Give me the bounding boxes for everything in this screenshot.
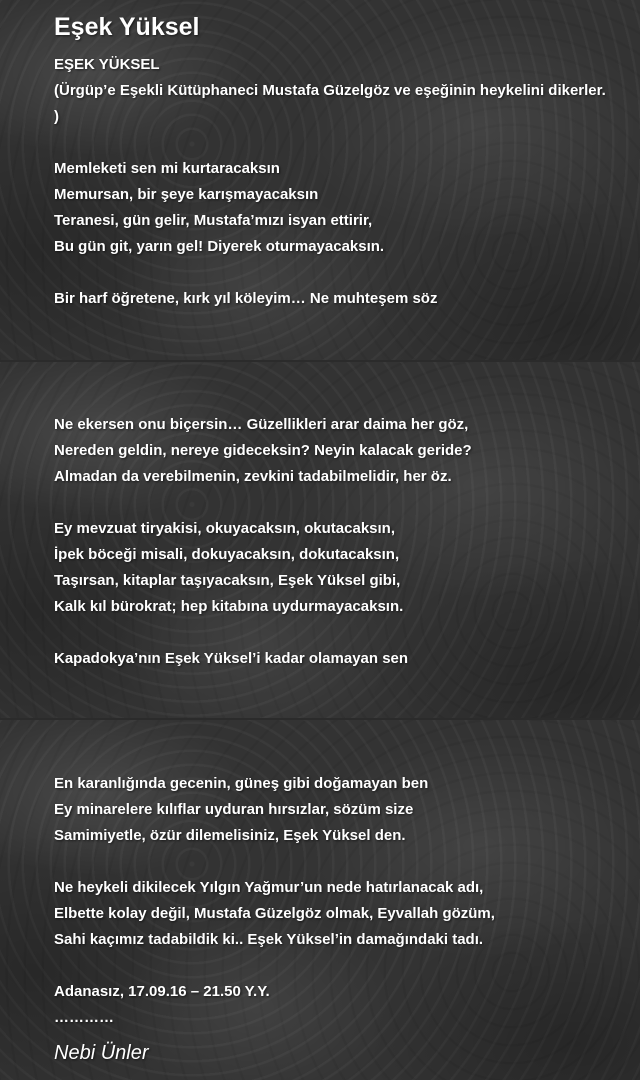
- poem-line: Kapadokya’nın Eşek Yüksel’i kadar olamayan sen: [54, 650, 409, 667]
- poem-line: Kalk kıl bürokrat; hep kitabına uydurmayacaksın.: [54, 598, 404, 615]
- poem-line: Elbette kolay değil, Mustafa Güzelgöz olmak, Eyvallah gözüm,: [54, 905, 495, 922]
- poem-panel-2: [0, 362, 640, 718]
- poem-line: …………: [54, 1009, 114, 1026]
- stanza-gap: [54, 953, 614, 979]
- stanza-gap: [54, 130, 614, 156]
- poem-section-3: [54, 771, 614, 1031]
- poem-line: Bu gün git, yarın gel! Diyerek oturmayacaksın.: [54, 238, 385, 255]
- poem-line: İpek böceği misali, dokuyacaksın, dokutacaksın,: [54, 546, 400, 563]
- poem-panel-1: [0, 0, 640, 360]
- poem-line: Memursan, bir şeye karışmayacaksın: [54, 186, 319, 203]
- poem-line: En karanlığında gecenin, güneş gibi doğamayan ben: [54, 775, 429, 792]
- poem-line: Taşırsan, kitaplar taşıyacaksın, Eşek Yüksel gibi,: [54, 572, 401, 589]
- stanza-gap: [54, 849, 614, 875]
- poem-line: EŞEK YÜKSEL: [54, 56, 160, 73]
- poem-section-1: [54, 52, 614, 312]
- poem-line: Teranesi, gün gelir, Mustafa’mızı isyan ettirir,: [54, 212, 373, 229]
- poem-line: Sahi kaçımız tadabildik ki.. Eşek Yüksel’in damağındaki tadı.: [54, 931, 484, 948]
- poem-line: Nereden geldin, nereye gideceksin? Neyin kalacak geride?: [54, 442, 472, 459]
- poem-line: Adanasız, 17.09.16 – 21.50 Y.Y.: [54, 983, 270, 1000]
- stanza-gap: [54, 260, 614, 286]
- poem-line: (Ürgüp’e Eşekli Kütüphaneci Mustafa Güzelgöz ve eşeğinin heykelini dikerler. ): [54, 82, 606, 125]
- poem-line: Ey minarelere kılıflar uyduran hırsızlar, sözüm size: [54, 801, 414, 818]
- poem-line: Ne heykeli dikilecek Yılgın Yağmur’un nede hatırlanacak adı,: [54, 879, 484, 896]
- stanza-gap: [54, 620, 614, 646]
- poem-section-2: [54, 412, 614, 672]
- author-name: Nebi Ünler: [54, 1042, 149, 1064]
- poem-line: Ne ekersen onu biçersin… Güzellikleri arar daima her göz,: [54, 416, 469, 433]
- stanza-gap: [54, 490, 614, 516]
- poem-panel-3: [0, 720, 640, 1080]
- poem-line: Memleketi sen mi kurtaracaksın: [54, 160, 280, 177]
- poem-line: Samimiyetle, özür dilemelisiniz, Eşek Yüksel den.: [54, 827, 406, 844]
- poem-line: Ey mevzuat tiryakisi, okuyacaksın, okutacaksın,: [54, 520, 396, 537]
- page-title: Eşek Yüksel: [54, 13, 200, 41]
- poem-line: Bir harf öğretene, kırk yıl köleyim… Ne muhteşem söz: [54, 290, 438, 307]
- poem-line: Almadan da verebilmenin, zevkini tadabilmelidir, her öz.: [54, 468, 452, 485]
